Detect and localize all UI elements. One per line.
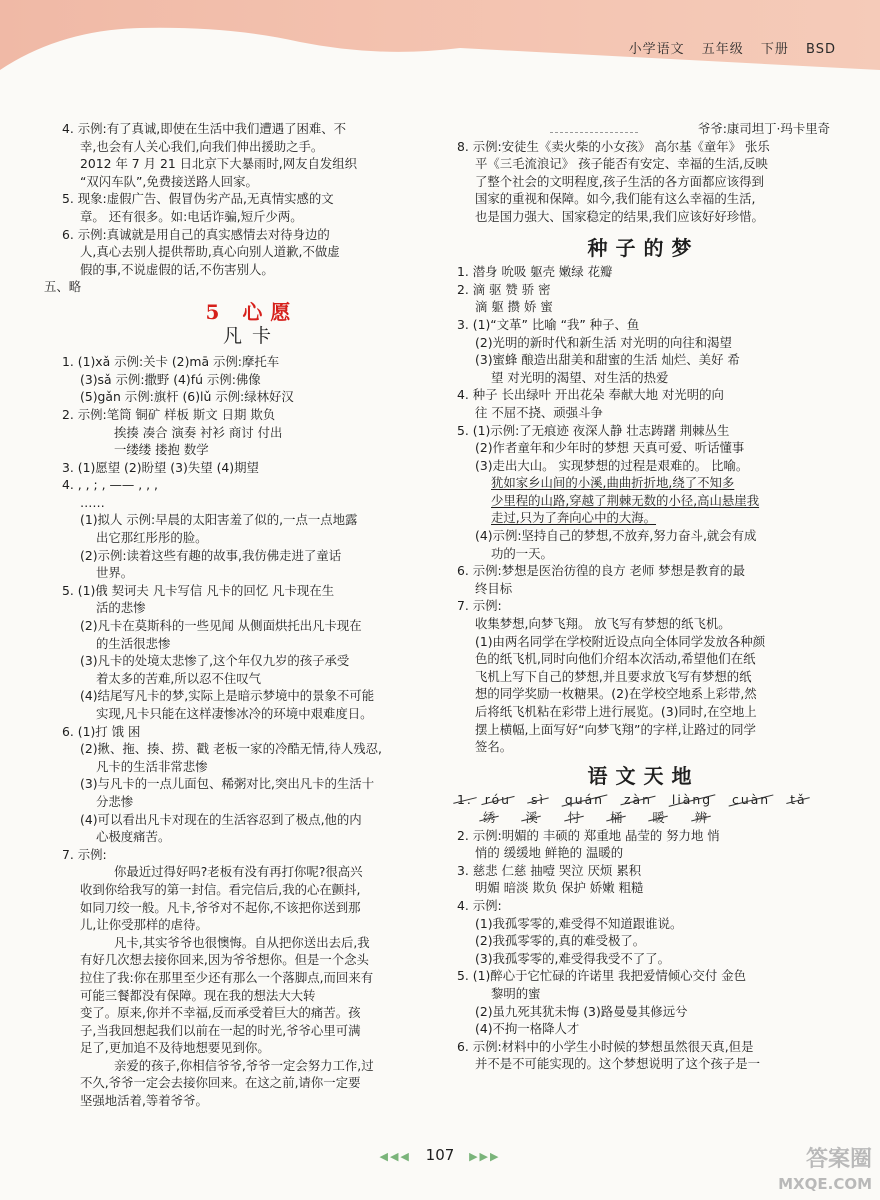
lesson-title: 5 心愿	[205, 299, 299, 324]
pinyin-item: sì	[531, 792, 545, 808]
left-column	[44, 120, 442, 1110]
answer-line: 1. 潜身 吮吸 躯壳 嫩绿 花瓣	[457, 264, 613, 280]
decorative-dash	[550, 122, 638, 133]
char-item: 溪	[525, 809, 538, 825]
answer-line: (2)凡卡在莫斯科的一些见闻 从侧面烘托出凡卡现在	[80, 618, 362, 634]
section-title: 语文天地	[587, 763, 700, 788]
underlined-line: 犹如家乡山间的小溪,曲曲折折地,绕了不知多	[491, 475, 735, 491]
answer-line: (3)走出大山。 实现梦想的过程是艰难的。 比喻。	[475, 457, 749, 473]
answer-line: (2)揪、拖、揍、捞、戳 老板一家的冷酷无情,待人残忍,	[80, 741, 382, 757]
answer-line: (4)示例:坚持自己的梦想,不放弃,努力奋斗,就会有成	[475, 528, 757, 544]
answer-line: 假的事,不说虚假的话,不伤害别人。	[80, 261, 274, 277]
right-column	[457, 120, 830, 1073]
answer-line: 飞机上写下自己的梦想,并且要求放飞写有梦想的纸	[475, 668, 752, 684]
answer-line: 挨揍 凑合 演奏 衬衫 商讨 付出	[114, 424, 283, 440]
lesson-subtitle: 凡卡	[222, 324, 281, 347]
essay-line: 凡卡,其实爷爷也很懊悔。自从把你送出去后,我	[114, 934, 370, 950]
answer-line: 色的纸飞机,同时向他们介绍本次活动,希望他们在纸	[475, 651, 756, 667]
answer-line: 也是国力强大、国家稳定的结果,我们应该好好珍惜。	[475, 208, 764, 224]
pinyin-item: tǎ	[790, 792, 807, 808]
pinyin-item: zàn	[623, 792, 652, 808]
answer-line: 平《三毛流浪记》 孩子能否有安定、幸福的生活,反映	[475, 156, 768, 172]
answer-line: (4)可以看出凡卡对现在的生活容忍到了极点,他的内	[80, 811, 362, 827]
answer-line: 幸,也会有人关心我们,向我们伸出援助之手。	[80, 138, 324, 154]
essay-line: 亲爱的孩子,你相信爷爷,爷爷一定会努力工作,过	[114, 1057, 374, 1073]
essay-line: 坚强地活着,等着爷爷。	[80, 1093, 208, 1109]
underlined-line: 走过,只为了奔向心中的大海。	[491, 510, 657, 526]
left-arrows-icon: ◀◀◀	[379, 1150, 411, 1163]
pinyin-item: quán	[564, 792, 605, 808]
answer-line: 2. 示例:笔筒 铜矿 样板 斯文 日期 欺负	[62, 406, 276, 422]
answer-line: 章。 还有很多。如:电话诈骗,短斤少两。	[80, 208, 303, 224]
answer-line: 心极度痛苦。	[96, 829, 171, 845]
answer-line: 活的悲惨	[96, 600, 146, 616]
answer-line: 签名。	[475, 739, 513, 755]
answer-line: 5. (1)示例:了无痕迹 夜深人静 壮志踌躇 荆棘丛生	[457, 422, 730, 438]
answer-line: 5. 现象:虚假广告、假冒伪劣产品,无真情实感的文	[62, 191, 334, 207]
pinyin-item: liàng	[671, 792, 713, 808]
answer-line: 2. 滴 驱 赞 骄 密	[457, 281, 551, 297]
answer-line: “双闪车队”,免费接送路人回家。	[80, 173, 258, 189]
answer-line: 望 对光明的渴望、对生活的热爱	[491, 369, 669, 385]
essay-line: 你最近过得好吗?老板有没有再打你呢?很高兴	[114, 864, 363, 880]
answer-line: (3)蜜蜂 酿造出甜美和甜蜜的生活 灿烂、美好 希	[475, 352, 740, 368]
answer-line: 功的一天。	[491, 545, 553, 561]
lesson-title: 种子的梦	[587, 235, 700, 260]
answer-line: 分悲惨	[96, 793, 134, 809]
answer-line: (2)示例:读着这些有趣的故事,我仿佛走进了童话	[80, 547, 342, 563]
answer-line: (3)sǎ 示例:撒野 (4)fú 示例:佛像	[80, 371, 261, 387]
right-arrows-icon: ▶▶▶	[469, 1150, 501, 1163]
pinyin-item: cuàn	[732, 792, 771, 808]
header-volume: 下册	[760, 42, 789, 57]
watermark-logo	[778, 1148, 872, 1196]
answer-line: 的生活很悲惨	[96, 635, 171, 651]
answer-line: (1)我孤零零的,难受得不知道跟谁说。	[475, 915, 683, 931]
char-item: 暖	[652, 809, 665, 825]
essay-line: 收到你给我写的第一封信。看完信后,我的心在颤抖,	[80, 881, 361, 897]
answer-line: 世界。	[96, 565, 134, 581]
essay-line: 子,当我回想起我们以前在一起的时光,爷爷心里可满	[80, 1022, 361, 1038]
char-item: 桶	[610, 809, 623, 825]
answer-line: 5. (1)醉心于它忙碌的许诺里 我把爱情倾心交付 金色	[457, 968, 747, 984]
answer-line: 3. (1)“文革” 比喻 “我” 种子、鱼	[457, 316, 640, 332]
pinyin-row	[457, 791, 830, 809]
answer-line: 4. , , ; , —— , , ,	[62, 477, 158, 493]
essay-line: 儿,让你受那样的虐待。	[80, 917, 208, 933]
answer-line: 滴 躯 攒 娇 蜜	[475, 299, 553, 315]
answer-line: 终目标	[475, 580, 513, 596]
char-row	[457, 809, 830, 827]
answer-line: 国家的重视和保障。如今,我们能有这么幸福的生活,	[475, 191, 756, 207]
answer-line: 出它那红彤彤的脸。	[96, 530, 208, 546]
essay-line: 可能三餐都没有保障。现在我的想法大大转	[80, 987, 316, 1003]
answer-line: 明媚 暗淡 欺负 保护 娇嫩 粗糙	[475, 880, 644, 896]
essay-line: 如同刀绞一般。凡卡,爷爷对不起你,不该把你送到那	[80, 899, 361, 915]
answer-line: 6. (1)打 饿 困	[62, 723, 141, 739]
answer-line: 5. (1)俄 契诃夫 凡卡写信 凡卡的回忆 凡卡现在生	[62, 582, 335, 598]
answer-line: 黎明的蜜	[491, 985, 541, 1001]
answer-line: (4)结尾写凡卡的梦,实际上是暗示梦境中的景象不可能	[80, 688, 375, 704]
answer-line: (3)凡卡的处境太悲惨了,这个年仅九岁的孩子承受	[80, 653, 350, 669]
answer-line: 着太多的苦难,所以忍不住叹气	[96, 670, 262, 686]
answer-line: (1)拟人 示例:早晨的太阳害羞了似的,一点一点地露	[80, 512, 358, 528]
answer-line: (2)光明的新时代和新生活 对光明的向往和渴望	[475, 334, 732, 350]
essay-line: 有好几次想去接你回来,因为爷爷想你。但是一个念头	[80, 952, 369, 968]
answer-line: 后将纸飞机粘在彩带上进行展览。(3)同时,在空地上	[475, 704, 757, 719]
char-item: 忖	[567, 809, 581, 825]
answer-line: (2)作者童年和少年时的梦想 天真可爱、听话懂事	[475, 440, 745, 456]
answer-line: 五、略	[44, 279, 82, 295]
answer-line: 想的同学奖励一枚糖果。(2)在学校空地系上彩带,然	[475, 686, 757, 702]
answer-line: (3)我孤零零的,难受得我受不了了。	[475, 950, 670, 966]
answer-line: 7. 示例:	[62, 846, 107, 862]
answer-line: 收集梦想,向梦飞翔。 放飞写有梦想的纸飞机。	[475, 616, 731, 632]
answer-line: 2012 年 7 月 21 日北京下大暴雨时,网友自发组织	[80, 156, 358, 172]
underlined-line: 少里程的山路,穿越了荆棘无数的小径,高山悬崖我	[491, 492, 760, 508]
answer-line: 人,真心去别人提供帮助,真心向别人道歉,不做虚	[80, 244, 340, 260]
answer-line: (3)与凡卡的一点儿面包、稀粥对比,突出凡卡的生活十	[80, 776, 375, 792]
answer-line: 6. 示例:真诚就是用自己的真实感情去对待身边的	[62, 226, 330, 242]
char-item: 绣	[483, 809, 496, 825]
pinyin-item: róu	[484, 792, 512, 808]
answer-line: 往 不屈不挠、顽强斗争	[475, 404, 603, 420]
answer-line: 8. 示例:安徒生《卖火柴的小女孩》 高尔基《童年》 张乐	[457, 138, 770, 154]
answer-line: 一缕缕 搂抱 数学	[114, 442, 209, 458]
watermark-line1: 答案圈	[805, 1147, 872, 1172]
header-info	[617, 38, 836, 57]
answer-line: 凡卡的生活非常悲惨	[96, 758, 208, 774]
header-grade: 五年级	[701, 42, 744, 57]
essay-line: 变了。原来,你并不幸福,反而承受着巨大的痛苦。孩	[80, 1005, 361, 1021]
answer-line: 1. (1)xǎ 示例:关卡 (2)mā 示例:摩托车	[62, 354, 280, 370]
answer-line: 4. 种子 长出绿叶 开出花朵 奉献大地 对光明的向	[457, 387, 724, 403]
answer-line: (2)虽九死其犹未悔 (3)路曼曼其修远兮	[475, 1003, 688, 1019]
answer-line: 3. 慈悲 仁慈 抽噎 哭泣 厌烦 累积	[457, 862, 642, 878]
essay-line: 拉住了我:你在那里至少还有那么一个落脚点,而回来有	[80, 969, 374, 985]
answer-line: 摆上横幅,上面写好“向梦飞翔”的字样,让路过的同学	[475, 721, 756, 737]
answer-line: (4)不拘一格降人才	[475, 1021, 580, 1037]
header-subject: 小学语文	[628, 42, 685, 57]
answer-line: (5)gǎn 示例:旗杆 (6)lǔ 示例:绿林好汉	[80, 389, 294, 405]
page-number: 107	[425, 1146, 455, 1164]
answer-line: 4. 示例:有了真诚,即使在生活中我们遭遇了困难、不	[62, 121, 347, 136]
answer-line: 了整个社会的文明程度,孩子生活的各方面都应该得到	[475, 173, 764, 189]
answer-line: 4. 示例:	[457, 897, 502, 913]
answer-line: (1)由两名同学在学校附近设点向全体同学发放各种颜	[475, 633, 766, 649]
answer-line: 并不是不可能实现的。这个梦想说明了这个孩子是一	[475, 1056, 760, 1072]
item-number: 1.	[457, 792, 473, 808]
letter-signature: 爷爷:康司坦丁·玛卡里奇	[457, 120, 830, 138]
essay-line: 足了,更加追不及待地想要见到你。	[80, 1040, 270, 1056]
char-item: 辨	[694, 809, 708, 825]
answer-line: 2. 示例:明媚的 丰硕的 郑重地 晶莹的 努力地 悄	[457, 827, 720, 843]
answer-line: 悄的 缓缓地 鲜艳的 温暖的	[475, 845, 624, 861]
answer-line: (2)我孤零零的,真的难受极了。	[475, 933, 646, 949]
answer-line: ……	[80, 494, 105, 510]
answer-line: 实现,凡卡只能在这样凄惨冰冷的环境中艰难度日。	[96, 706, 373, 721]
answer-line: 7. 示例:	[457, 598, 502, 614]
answer-line: 6. 示例:材料中的小学生小时候的梦想虽然很天真,但是	[457, 1038, 754, 1054]
essay-line: 不久,爷爷一定会去接你回来。在这之前,请你一定要	[80, 1075, 361, 1091]
answer-line: 6. 示例:梦想是医治彷徨的良方 老师 梦想是教育的最	[457, 563, 746, 579]
header-edition: BSD	[806, 42, 836, 57]
watermark-line2: MXQE.COM	[778, 1175, 872, 1193]
answer-line: 3. (1)愿望 (2)盼望 (3)失望 (4)期望	[62, 459, 259, 475]
page-footer	[0, 1146, 880, 1164]
